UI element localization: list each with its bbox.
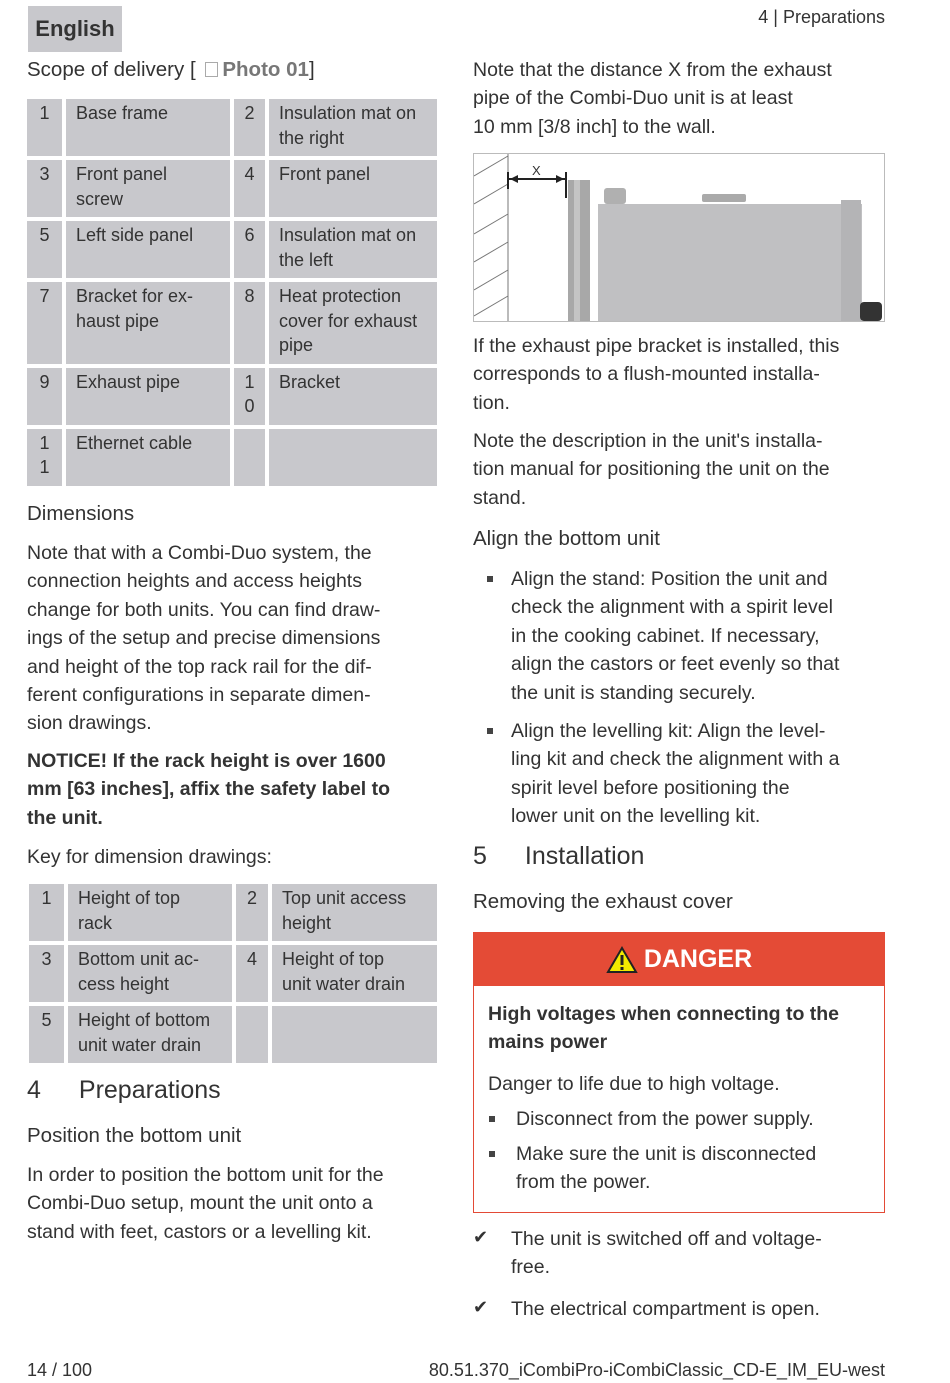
align-item: Align the stand: Position the unit and check the alignment with a spirit level in the cooking cabinet. If necessary, align the castors or feet evenly so that the unit is standing securely. [511,568,840,704]
danger-header [474,933,884,986]
language-label: English [28,6,122,52]
manual-note: Note the description in the unit's installa- tion manual for positioning the unit on the stand. [473,430,830,509]
dimensions-text: Note that with a Combi-Duo system, the connection heights and access heights change for both units. You can find draw- ings of the setup and precise dimensions and height of the top rack rail for the dif- ferent configurations in separate dimen- sion drawings. [27,542,381,735]
item-number: 5 [29,1006,64,1063]
item-number: 2 [234,99,265,156]
item-number: 1 [29,884,64,941]
position-text: In order to position the bottom unit for the Combi-Duo setup, mount the unit onto a stand with feet, castors or a levelling kit. [27,1164,384,1243]
item-number: 6 [234,221,265,278]
dimensions-key-table [25,880,441,1067]
scope-table [23,95,441,490]
item-number [236,1006,268,1063]
bullet-icon [487,576,493,582]
unit-illustration [474,154,884,321]
item-label: Bottom unit ac- cess height [68,945,232,1002]
item-label: Front panel [269,160,437,217]
danger-title: High voltages when connecting to the mains power [488,1003,840,1054]
align-heading: Align the bottom unit [473,527,660,550]
removing-heading: Removing the exhaust cover [473,890,733,913]
item-number: 7 [27,282,62,364]
bullet-icon [489,1151,495,1157]
table-row [27,368,437,425]
item-label: Insulation mat on the left [269,221,437,278]
danger-item: Make sure the unit is disconnected from the power. [516,1143,817,1194]
scope-close: ] [308,58,315,81]
item-number: 1 0 [234,368,265,425]
table-row [27,221,437,278]
item-label: Top unit access height [272,884,437,941]
scope-heading [27,58,315,82]
item-label: Height of top unit water drain [272,945,437,1002]
danger-label: DANGER [643,945,753,973]
item-number: 3 [27,160,62,217]
section-4-heading [27,1076,221,1105]
page-number: 14 / 100 [27,1360,93,1380]
photo-link[interactable]: Photo 01 [222,58,309,81]
section-number: 5 [473,842,487,870]
position-heading: Position the bottom unit [27,1124,242,1147]
checkmark-icon: ✔ [473,1297,489,1317]
precondition-item: The unit is switched off and voltage- free. [511,1228,822,1279]
warning-triangle-icon [606,946,638,974]
scope-title: Scope of delivery [ [27,58,196,81]
item-label: Base frame [66,99,230,156]
precondition-item: The electrical compartment is open. [511,1298,820,1320]
item-number: 1 [27,99,62,156]
danger-text: Danger to life due to high voltage. [488,1073,780,1095]
document-id: 80.51.370_iCombiPro-iCombiClassic_CD-E_IM_EU-west [428,1360,885,1380]
bullet-icon [487,728,493,734]
item-label [269,429,437,486]
table-row [29,1006,437,1063]
table-row [29,884,437,941]
item-label: Left side panel [66,221,230,278]
distance-note: Note that the distance X from the exhaust pipe of the Combi-Duo unit is at least 10 mm [3/8 inch] to the wall. [473,59,832,138]
item-number: 8 [234,282,265,364]
item-number: 2 [236,884,268,941]
align-item: Align the levelling kit: Align the level- ling kit and check the alignment with a spirit level before positioning the lower unit on the levelling kit. [511,720,840,828]
item-label: Ethernet cable [66,429,230,486]
item-label: Exhaust pipe [66,368,230,425]
section-title: Installation [524,842,645,870]
photo-icon [205,62,218,77]
item-label: Heat protection cover for exhaust pipe [269,282,437,364]
item-number: 1 1 [27,429,62,486]
table-row [27,160,437,217]
section-5-heading [473,842,644,871]
danger-item: Disconnect from the power supply. [516,1108,814,1130]
running-head: 4 | Preparations [758,7,885,27]
figure-label-x: X [532,163,541,178]
item-label: Bracket [269,368,437,425]
checkmark-icon: ✔ [473,1227,489,1247]
table-row [29,945,437,1002]
dimensions-heading: Dimensions [27,502,135,525]
table-row [27,429,437,486]
item-label: Bracket for ex- haust pipe [66,282,230,364]
item-label: Height of bottom unit water drain [68,1006,232,1063]
exhaust-distance-figure [473,153,885,322]
bracket-note: If the exhaust pipe bracket is installed, this corresponds to a flush-mounted installa- tion. [473,335,840,414]
item-label: Height of top rack [68,884,232,941]
notice-text: NOTICE! If the rack height is over 1600 mm [63 inches], affix the safety label to the unit. [27,750,391,829]
item-label: Front panel screw [66,160,230,217]
item-number: 3 [29,945,64,1002]
item-label: Insulation mat on the right [269,99,437,156]
item-number: 9 [27,368,62,425]
item-number [234,429,265,486]
section-title: Preparations [78,1076,221,1104]
item-label [272,1006,437,1063]
bullet-icon [489,1116,495,1122]
item-number: 5 [27,221,62,278]
section-number: 4 [27,1076,41,1104]
key-title: Key for dimension drawings: [27,846,272,868]
table-row [27,99,437,156]
table-row [27,282,437,364]
item-number: 4 [236,945,268,1002]
item-number: 4 [234,160,265,217]
